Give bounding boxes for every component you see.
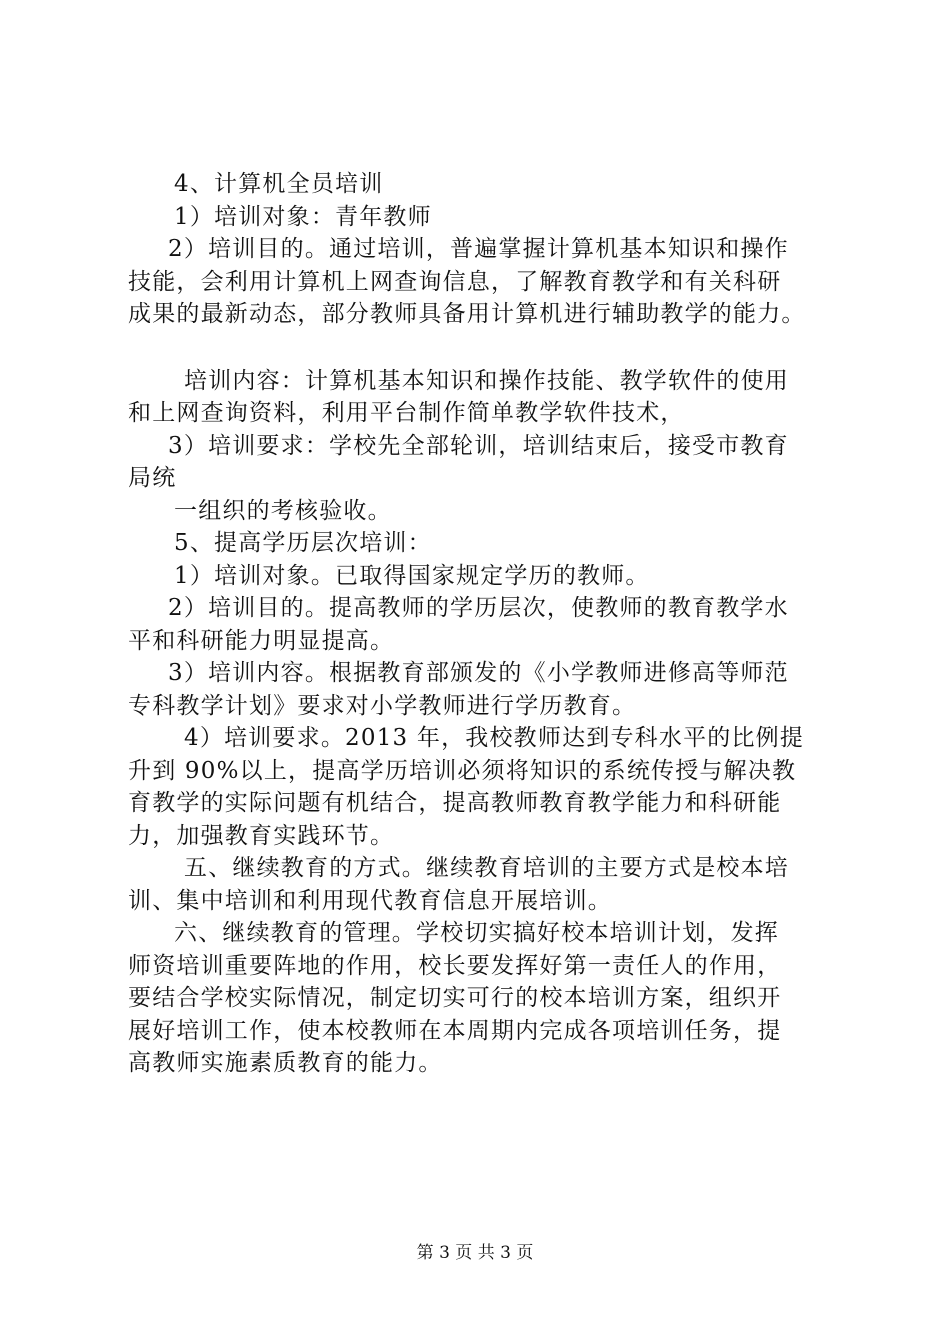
document-body [128, 168, 828, 1080]
paragraph-line: 高教师实施素质教育的能力。 [128, 1050, 443, 1076]
section-heading-management: 六、继续教育的管理。学校切实搞好校本培训计划，发挥 [174, 920, 779, 946]
paragraph-line: 和上网查询资料，利用平台制作简单教学软件技术， [128, 400, 685, 426]
page-number-footer: 第 3 页 共 3 页 [416, 1243, 534, 1263]
paragraph-line: 1）培训对象。已取得国家规定学历的教师。 [174, 562, 650, 589]
paragraph-line: 升到 90%以上，提高学历培训必须将知识的系统传授与解决教 [128, 757, 797, 784]
paragraph-line: 专科教学计划》要求对小学教师进行学历教育。 [128, 692, 637, 719]
paragraph-line: 育教学的实际问题有机结合，提高教师教育教学能力和科研能 [128, 790, 782, 816]
paragraph-line: 培训内容：计算机基本知识和操作技能、教学软件的使用 [184, 367, 789, 394]
paragraph-line: 师资培训重要阵地的作用，校长要发挥好第一责任人的作用， [128, 952, 782, 979]
paragraph-line: 4）培训要求。2013 年，我校教师达到专科水平的比例提 [184, 725, 805, 751]
section-heading-degree-training: 5、提高学历层次培训： [174, 530, 432, 556]
paragraph-line: 3）培训要求：学校先全部轮训，培训结束后，接受市教育 [168, 432, 789, 459]
paragraph-line: 平和科研能力明显提高。 [128, 627, 395, 654]
paragraph-gap [128, 331, 828, 365]
paragraph-line: 展好培训工作，使本校教师在本周期内完成各项培训任务，提 [128, 1017, 782, 1044]
paragraph-line: 一组织的考核验收。 [174, 497, 392, 524]
paragraph-line: 要结合学校实际情况，制定切实可行的校本培训方案，组织开 [128, 985, 782, 1011]
paragraph-line: 2）培训目的。提高教师的学历层次，使教师的教育教学水 [168, 595, 789, 621]
paragraph-line: 1）培训对象：青年教师 [174, 203, 432, 230]
section-heading-computer-training: 4、计算机全员培训 [174, 171, 384, 197]
paragraph-line: 成果的最新动态，部分教师具备用计算机进行辅助教学的能力。 [128, 301, 806, 327]
paragraph-line: 局统 [128, 465, 177, 491]
paragraph-line: 2）培训目的。通过培训，普遍掌握计算机基本知识和操作 [168, 236, 789, 262]
paragraph-line: 训、集中培训和利用现代教育信息开展培训。 [128, 887, 612, 914]
paragraph-line: 力，加强教育实践环节。 [128, 822, 395, 849]
paragraph-line: 3）培训内容。根据教育部颁发的《小学教师进修高等师范 [168, 660, 789, 686]
section-heading-methods: 五、继续教育的方式。继续教育培训的主要方式是校本培 [184, 855, 789, 881]
paragraph-line: 技能，会利用计算机上网查询信息，了解教育教学和有关科研 [128, 268, 782, 295]
